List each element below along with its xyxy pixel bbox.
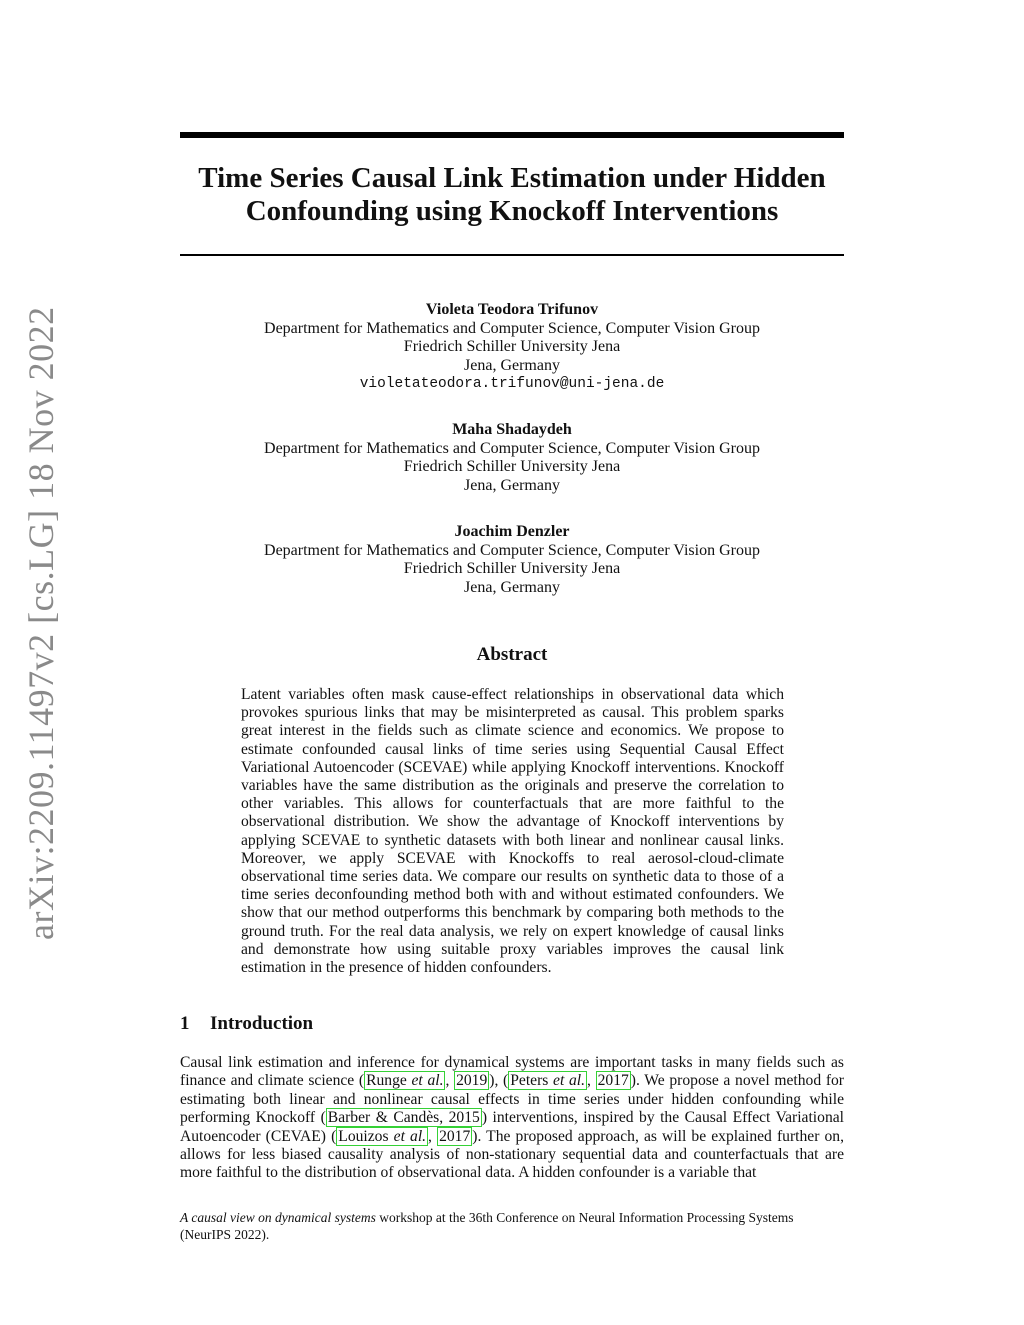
intro-text: ), ( [489, 1072, 509, 1090]
author-university: Friedrich Schiller University Jena [403, 560, 621, 577]
intro-text: Causal link estimation and inference for dynamical systems are important tasks in many fields such as finance and climate science ( [180, 1054, 844, 1090]
section-number: 1 [180, 1013, 190, 1034]
section-heading [180, 1013, 313, 1035]
author-name: Maha Shadaydeh [452, 421, 572, 438]
citation-etal: et al. [393, 1127, 427, 1145]
author-department: Department for Mathematics and Computer Science, Computer Vision Group [264, 439, 760, 457]
citation-etal: et al. [411, 1072, 444, 1090]
citation-link-runge[interactable] [364, 1071, 445, 1090]
title-line-2: Confounding using Knockoff Interventions [245, 195, 779, 227]
author-university: Friedrich Schiller University Jena [403, 458, 621, 475]
intro-text: ). The proposed approach, as will be explained further on, allows for less biased causality analysis of non-stationary sequential data and counterfactuals that are more faithful to the distribution of observational data. A hidden confounder is a variable that [180, 1127, 844, 1182]
citation-separator: , [445, 1072, 455, 1090]
author-location: Jena, Germany [464, 476, 560, 494]
author-email[interactable]: violetateodora.trifunov@uni-jena.de [359, 376, 665, 392]
citation-link-peters[interactable] [508, 1071, 587, 1090]
arxiv-identifier[interactable]: arXiv:2209.11497v2 [cs.LG] 18 Nov 2022 [21, 306, 61, 940]
intro-text: ). We propose a novel method for estimating both linear and nonlinear causal effects in time series under hidden confounding while performing Knockoff ( [180, 1072, 844, 1127]
citation-link-barber[interactable]: Barber & Candès, 2015 [327, 1109, 480, 1127]
citation-etal: et al. [553, 1072, 586, 1090]
citation-link-louizos[interactable] [336, 1127, 428, 1146]
abstract-heading: Abstract [476, 644, 548, 665]
author-block-1 [180, 301, 844, 394]
citation-year-peters[interactable]: 2017 [597, 1072, 629, 1090]
title-line-1: Time Series Causal Link Estimation under Hidden [198, 162, 826, 194]
footnote-text: workshop at the 36th Conference on Neural Information Processing Systems (NeurIPS 2022). [180, 1210, 794, 1242]
footnote-venue-italic: A causal view on dynamical systems [180, 1210, 376, 1225]
abstract-text: Latent variables often mask cause-effect relationships in observational data which provokes spurious links that may be misinterpreted as causal. This problem sparks great interest in the fields such as climate science and economics. We propose to estimate confounded causal links of time series using Sequential Causal Effect Variational Autoencoder (SCEVAE) while applying Knockoff interventions. Knockoff variables have the same distribution as the originals and preserve the correlation to other variables. This allows for counterfactuals that are more faithful to the observational distribution. We show the advantage of Knockoff interventions by applying SCEVAE to synthetic datasets with both linear and nonlinear causal links. Moreover, we apply SCEVAE with Knockoffs to real aerosol-cloud-climate observational time series data. We compare our results on synthetic data to those of a time series deconfounding method both with and without estimated confounders. We show that our method outperforms this benchmark by comparing both methods to the ground truth. For the real data analysis, we rely on expert knowledge of causal links and demonstrate how using suitable proxy variables improves the causal link estimation in the presence of hidden confounders. [241, 686, 784, 977]
author-block-2 [180, 421, 844, 495]
author-block-3 [180, 523, 844, 597]
author-department: Department for Mathematics and Computer Science, Computer Vision Group [264, 541, 760, 559]
citation-year-louizos[interactable]: 2017 [439, 1127, 471, 1145]
intro-text: ) interventions, inspired by the Causal Effect Variational Autoencoder (CEVAE) ( [180, 1109, 844, 1145]
author-name: Violeta Teodora Trifunov [425, 301, 599, 318]
citation-year-runge[interactable]: 2019 [456, 1072, 488, 1090]
author-department: Department for Mathematics and Computer Science, Computer Vision Group [264, 319, 760, 337]
citation-author: Runge [366, 1072, 407, 1090]
introduction-paragraph [180, 1054, 844, 1183]
venue-footnote [180, 1210, 844, 1243]
author-name: Joachim Denzler [454, 523, 570, 540]
paper-title [180, 162, 844, 228]
citation-author: Louizos [338, 1127, 389, 1145]
citation-separator: , [587, 1072, 596, 1090]
title-rule-top [180, 132, 844, 138]
section-title: Introduction [210, 1013, 314, 1034]
author-location: Jena, Germany [464, 356, 560, 374]
author-university: Friedrich Schiller University Jena [403, 338, 621, 355]
author-location: Jena, Germany [464, 578, 560, 596]
citation-separator: , [428, 1127, 438, 1145]
citation-author: Peters [510, 1072, 549, 1090]
title-rule-bottom [180, 254, 844, 256]
